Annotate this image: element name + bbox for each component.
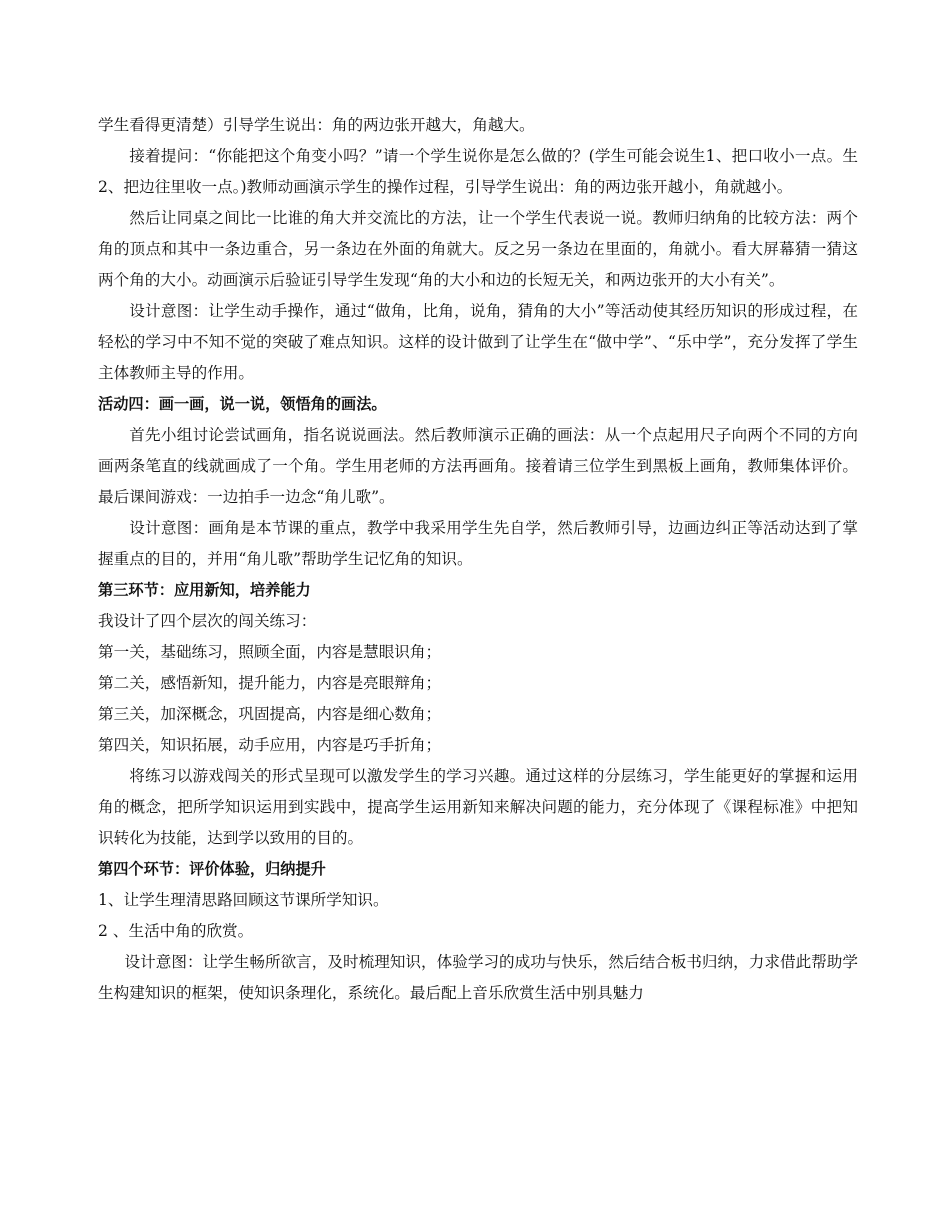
- paragraph-design-intent-3: 设计意图：让学生畅所欲言，及时梳理知识，体验学习的成功与快乐，然后结合板书归纳，力求借此帮助学生构建知识的框架，使知识条理化，系统化。最后配上音乐欣赏生活中别具魅力: [98, 953, 858, 1002]
- heading-section-three: 第三环节：应用新知，培养能力: [98, 581, 311, 599]
- list-item-level-1: 第一关，基础练习，照顾全面，内容是慧眼识角；: [98, 643, 442, 661]
- list-item-level-3: 第三关，加深概念，巩固提高，内容是细心数角；: [98, 705, 442, 723]
- list-item-appreciation: 2 、生活中角的欣赏。: [98, 922, 254, 940]
- paragraph-design-intent-2: 设计意图：画角是本节课的重点，教学中我采用学生先自学，然后教师引导，边画边纠正等活动达到了掌握重点的目的，并用“角儿歌”帮助学生记忆角的知识。: [98, 519, 858, 568]
- paragraph-practice-summary: 将练习以游戏闯关的形式呈现可以激发学生的学习兴趣。通过这样的分层练习，学生能更好的掌握和运用角的概念，把所学知识运用到实践中，提高学生运用新知来解决问题的能力，充分体现了《课程标准》中把知识转化为技能，达到学以致用的目的。: [98, 767, 858, 847]
- list-item-level-2: 第二关，感悟新知，提升能力，内容是亮眼辩角；: [98, 674, 442, 692]
- paragraph-compare: 然后让同桌之间比一比谁的角大并交流比的方法，让一个学生代表说一说。教师归纳角的比较方法：两个角的顶点和其中一条边重合，另一条边在外面的角就大。反之另一条边在里面的，角就小。看大屏幕猜一猜这两个角的大小。动画演示后验证引导学生发现“角的大小和边的长短无关，和两边张开的大小有关”。: [98, 209, 858, 289]
- heading-section-four: 第四个环节：评价体验，归纳提升: [98, 860, 326, 878]
- paragraph-question: 接着提问：“你能把这个角变小吗？”请一个学生说你是怎么做的？(学生可能会说生1、把口收小一点。生2、把边往里收一点。)教师动画演示学生的操作过程，引导学生说出：角的两边张开越小，角就越小。: [98, 147, 858, 196]
- paragraph-design-intent-1: 设计意图：让学生动手操作，通过“做角，比角，说角，猜角的大小”等活动使其经历知识的形成过程，在轻松的学习中不知不觉的突破了难点知识。这样的设计做到了让学生在“做中学”、“乐中学”，充分发挥了学生主体教师主导的作用。: [98, 302, 858, 382]
- paragraph-drawing: 首先小组讨论尝试画角，指名说说画法。然后教师演示正确的画法：从一个点起用尺子向两个不同的方向画两条笔直的线就画成了一个角。学生用老师的方法再画角。接着请三位学生到黑板上画角，教师集体评价。最后课间游戏：一边拍手一边念“角儿歌”。: [98, 426, 858, 506]
- heading-activity-four: 活动四：画一画，说一说，领悟角的画法。: [98, 395, 387, 413]
- list-item-level-4: 第四关，知识拓展，动手应用，内容是巧手折角；: [98, 736, 442, 754]
- document-body: [98, 110, 858, 1009]
- paragraph-continuation: 学生看得更清楚）引导学生说出：角的两边张开越大，角越大。: [98, 116, 535, 134]
- list-intro: 我设计了四个层次的闯关练习：: [98, 612, 317, 630]
- list-item-review: 1、让学生理清思路回顾这节课所学知识。: [98, 891, 389, 909]
